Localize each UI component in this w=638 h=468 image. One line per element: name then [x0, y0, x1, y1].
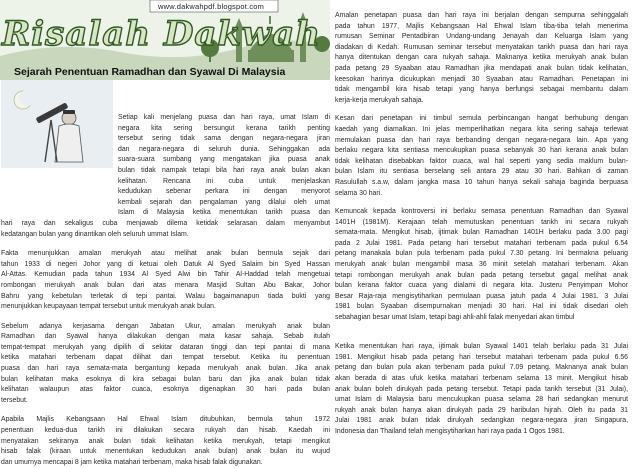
text-line: kerja-kerja merukyah sahaja.: [335, 96, 424, 104]
text-line: tidak mengambil kira hisab tetapi yang hanya berfungsi sebagai membantu dalam: [335, 86, 628, 94]
text-line: hari raya dan sekaligus cuba menjawab dilema ketidak selarasan dalam menyambut: [1, 219, 330, 227]
text-line: bulan kerana faktor cuaca yang dialami di negara kita. Justeru Penyimpan Mohor: [335, 282, 628, 290]
brand-logo: Risalah Dakwah: [2, 14, 321, 54]
text-line: kedatangan bulan yang dinantikan oleh seluruh ummat Islam.: [1, 230, 189, 238]
text-line: bulan kelihatan maka esoknya di kira sebagai bulan baru dan jika anak bulan tidak: [1, 375, 330, 383]
text-line: rumusan Seminar Pentadbiran Undang-undang Jenayah dan Keluarga Islam yang: [335, 33, 628, 41]
text-line: kelihatan walaupun atas faktor cuaca, esoknya digenapkan 30 hari pada bulan: [1, 386, 330, 394]
text-line: kaedah yang diamalkan. Ini jelas memperlihatkan negara kita sering sahaja terlewat: [335, 125, 628, 133]
text-line: sebahagian besar umat Islam, tetapi bagi ahli-ahli falak menyedari akan timbul: [335, 314, 575, 322]
text-line: kedudukan sebenar perkara ini dengan menyorot: [118, 188, 330, 196]
text-line: pada 2 Julai 1981. Pada petang hari tersebut matahari terbenam pada pukul 6.54: [335, 239, 628, 247]
text-line: akan berada di atas ufuk ketika matahari terbenam selama 13 minit. Mengikut hisab: [335, 375, 628, 382]
text-line: 1401H (1981M). Kerajaan telah memutuskan penentuan tarikh ini secara rukyah: [335, 218, 628, 226]
text-line: rombongan merukyah anak bulan dari atas menara Masjid Sultan Abu Bakar, Johor: [1, 281, 330, 289]
text-line: pada tahun 1977, Majlis Kebangsaan Hal Ehwal Islam tiba-tiba telah menerima: [335, 22, 628, 30]
text-line: puasa dan hari raya semata-mata bergantung kepada merukyah anak bulan. Jika anak: [1, 365, 330, 373]
text-line: Apabila Majlis Kebangsaan Hal Ehwal Islam ditubuhkan, bermula tahun 1972: [1, 416, 330, 424]
left-column-text: [1, 113, 330, 468]
text-line: Indonesia dan Thailand telah mengisytiharkan hari raya pada 1 Ogos 1981.: [335, 427, 565, 435]
text-line: petang manakala bulan pula terbenam pada pukul 7.30 petang. Ini bermakna peluang: [335, 250, 628, 258]
text-line: dan umurnya mencapai 8 jam ketika matahari terbenam, maka hisab falak digunakan.: [1, 458, 263, 466]
text-line: Bahru yang kebetulan terletak di tepi pantai. Walau bagaimanapun tiada bukti yang: [1, 292, 330, 300]
text-line: Julai 1981 anak bulan tidak dirukyah sedangkan negara-negara jiran Singapura,: [335, 417, 628, 425]
text-line: semata-mata. Mengikut hisab, ijtimak bulan Ramadhan 1401H berlaku pada 3.00 pagi: [335, 229, 628, 237]
text-line: tersebut.: [1, 396, 28, 404]
text-line: penentuan kedua-dua tarikh ini dilakukan secara rukyah dan hisab. Kaedah ini: [1, 427, 330, 435]
text-line: merukyah anak bulan mengambil masa 36 minit setelah matahari terbenam. Akan: [335, 261, 628, 269]
text-line: tersebut sering tidak sama dengan negara-negara jiran: [118, 135, 330, 143]
text-line: rukyah anak bulan hanya akan dirukyah pada 29 haribulan hijrah. Oleh itu pada 31: [335, 406, 628, 414]
text-line: [335, 332, 628, 343]
text-line: Amalan penetapan puasa dan hari raya ini berjalan dengan sempurna sehinggalah: [335, 12, 628, 19]
text-line: anak bulan boleh dirukyah pada petang tersebut. Tetapi pada tarikh tersebut (31 Julai),: [335, 385, 628, 393]
text-line: Fakta menunjukkan amalan merukyah atau melihat anak bulan bermula sejak dari: [1, 250, 330, 258]
text-line: dan negara-negara di seluruh dunia. Sehinggakan ada: [118, 145, 330, 153]
text-line: Kesan dari penetapan ini timbul semula perbincangan hangat berhubung dengan: [335, 115, 628, 123]
text-line: umat Islam di Malaysia baru mencukupkan puasa selama 28 hari sedangkan menurut: [335, 396, 628, 404]
text-line: Islam di Malaysia ketika menentukan tarikh puasa dan: [118, 209, 330, 217]
text-line: bulan tidak nampak tetapi bila hari raya anak bulan akan: [118, 166, 330, 174]
text-line: 1981 bulan Syaaban disempurnakan menjadi 30 hari. Hal ini tidak disedari oleh: [335, 303, 628, 311]
text-line: hisab falak (kiraan untuk menentukan kedudukan anak bulan) anak bulan itu wujud: [1, 448, 330, 456]
text-line: menunjukkan keupayaan tempat tersebut untuk merukyah anak bulan.: [1, 303, 216, 311]
text-line: kelihatan. Rencana ini cuba untuk menjelaskan: [118, 177, 330, 185]
text-line: Ramadhan dan Syawal hanya dilakukan dengan mata kasar sahaja. Sebab itulah: [1, 333, 330, 341]
text-line: bulan Islam itu sentiasa berselang seli antara 29 atau 30 hari. Bahkan di zaman: [335, 168, 628, 176]
text-line: suara-suara sumbang yang mengatakan jika puasa anak: [118, 156, 330, 164]
text-line: petang dan bulan pula akan terbenam pada pukul 7.09 petang. Maknanya anak bulan: [335, 364, 628, 372]
text-line: menyatakan sekiranya anak bulan tidak kelihatan ketika merukyah, tetapi mengikut: [1, 437, 330, 445]
text-line: Besar Raja-raja mengisytiharkan permulaan puasa jatuh pada 4 Julai 1981. 3 Julai: [335, 292, 628, 300]
text-line: Ketika menentukan hari raya, ijtimak bulan Syawal 1401 telah berlaku pada 31 Julai: [335, 343, 628, 351]
text-line: berlaku negara kita sentiasa mencukupkan puasa sebanyak 30 hari kerana anak bulan: [335, 147, 628, 155]
text-line: Kemuncak kepada kontroversi ini berlaku semasa penentuan Ramadhan dan Syawal: [335, 208, 628, 216]
text-line: Setiap kali menjelang puasa dan hari raya, umat Islam di: [118, 114, 330, 121]
text-line: tidak kelihatan disebabkan faktor cuaca, wal hal seperti yang sedia maklum bulan-: [335, 157, 628, 165]
text-line: hanya ditentukan dengan cara rukyah sahaja. Maknanya ketika merukyah anak bulan: [335, 54, 628, 62]
right-column-text: [335, 11, 628, 438]
text-line: negara kita sering bersungut kerana tarikh penting: [118, 124, 330, 132]
text-line: Al-Attas. Kemudian pada tahun 1934 Al Syed Alwi bin Tahir Al-Haddad telah mengetuai: [1, 271, 330, 279]
text-line: keesokan harinya dicukupkan menjadi 30 Syaaban atau Ramadhan. Penetapan ini: [335, 75, 628, 83]
text-line: memulakan puasa dan hari raya berbanding dengan negara-negara lain. Apa yang: [335, 136, 628, 144]
text-line: Rasulullah s.a.w, dalam jangka masa 10 tahun hanya sekali sahaja baginda berpuasa: [335, 178, 628, 186]
text-line: tahun 1933 di negeri Johor yang di ketuai oleh Datuk Al Syed Salaim bin Syed Hassan: [1, 260, 330, 268]
text-line: diadakan di Kedah. Rumusan seminar tersebut menyatakan tarikh puasa dan hari raya: [335, 43, 628, 51]
text-line: ketika matahari terbenam dapat dilihat dari tempat tersebut. Ketika itu penentuan: [1, 354, 330, 362]
text-line: 1981. Mengikut hisab pada petang hari tersebut matahari terbenam pada pukul 6.56: [335, 353, 628, 361]
text-line: selama 30 hari.: [335, 189, 383, 197]
article-headline: Sejarah Penentuan Ramadhan dan Syawal Di Malaysia: [14, 66, 286, 78]
text-line: kembali sejarah dan pengalaman yang dilalui oleh umat: [118, 198, 330, 206]
site-url[interactable]: www.dakwahpdf.blogspot.com: [158, 2, 265, 11]
text-line: Sebelum adanya kerjasama dengan Jabatan Ukur, amalan merukyah anak bulan: [1, 322, 330, 330]
text-line: pada petang 29 Syaaban atau Ramadhan jika mendapati anak bulan tidak kelihatan,: [335, 64, 628, 72]
text-line: tempat-tempat merukyah yang dipilih di sekitar dataran tinggi dan tepi pantai di mana: [1, 343, 330, 351]
text-line: tetapi rombongan merukyah anak bulan pada petang tersebut gagal melihat anak: [335, 271, 628, 279]
